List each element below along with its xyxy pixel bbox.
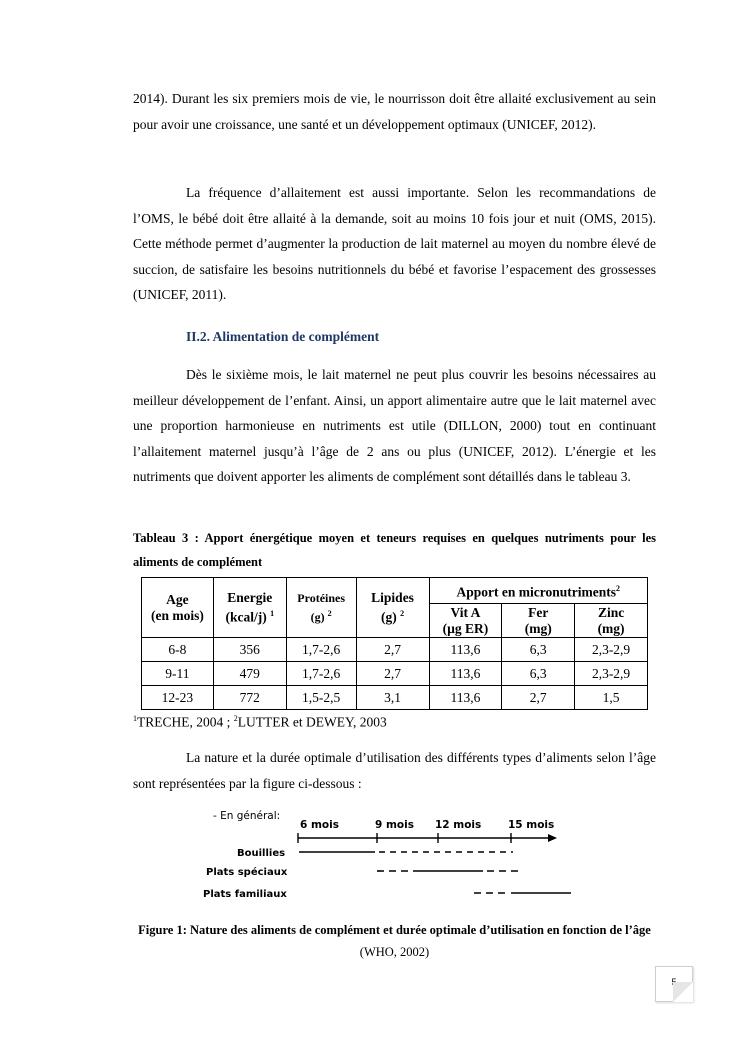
row-label-bouillies: Bouillies: [237, 848, 286, 859]
cell: 1,5-2,5: [286, 686, 356, 710]
cell: 9-11: [142, 662, 214, 686]
cell: 113,6: [429, 638, 502, 662]
cell: 2,3-2,9: [575, 662, 648, 686]
header-age: Age (en mois): [142, 578, 214, 638]
table-row: [142, 686, 648, 710]
paragraph-3: Dès le sixième mois, le lait maternel ne peut plus couvrir les besoins nécessaires au meilleur développement de l’enfant. Ainsi, un apport alimentaire autre que le lait maternel avec une proportion harmonieuse en nutriments est utile (DILLON, 2000) tout en continuant l’allaitement maternel jusqu’à l’âge de 2 ans ou plus (UNICEF, 2012). L’énergie et les nutriments que doivent apporter les aliments de complément sont détaillés dans le tableau 3.: [133, 367, 656, 485]
age-timeline-figure: [195, 802, 585, 902]
tick-label: 15 mois: [508, 819, 555, 831]
axis-arrow-icon: [548, 834, 557, 842]
figure-caption: Figure 1: Nature des aliments de complément et durée optimale d’utilisation en fonction de l’âge (WHO, 2002): [138, 923, 651, 959]
tick-label: 6 mois: [300, 819, 339, 831]
header-fer: Fer (mg): [502, 604, 575, 638]
cell: 2,7: [356, 638, 429, 662]
cell: 6,3: [502, 662, 575, 686]
cell: 479: [213, 662, 286, 686]
cell: 113,6: [429, 662, 502, 686]
cell: 2,7: [356, 662, 429, 686]
cell: 1,7-2,6: [286, 662, 356, 686]
header-vita: Vit A (µg ER): [429, 604, 502, 638]
table-row: [142, 662, 648, 686]
cell: 6-8: [142, 638, 214, 662]
table-caption: Tableau 3 : Apport énergétique moyen et teneurs requises en quelques nutriments pour les aliments de complément: [133, 531, 656, 569]
page-number: 5: [671, 977, 677, 987]
cell: 1,5: [575, 686, 648, 710]
page-curl-icon: [673, 982, 693, 1002]
tick-label: 9 mois: [375, 819, 414, 831]
cell: 12-23: [142, 686, 214, 710]
section-heading: II.2. Alimentation de complément: [186, 329, 380, 344]
cell: 6,3: [502, 638, 575, 662]
paragraph-4: La nature et la durée optimale d’utilisation des différents types d’aliments selon l’âge sont représentées par la figure ci-dessous :: [133, 750, 656, 791]
cell: 2,7: [502, 686, 575, 710]
header-proteines: Protéines (g) $^2$: [286, 578, 356, 638]
cell: 356: [213, 638, 286, 662]
general-label: - En général:: [213, 810, 281, 822]
row-label-plats-familiaux: Plats familiaux: [203, 889, 287, 900]
row-label-plats-speciaux: Plats spéciaux: [206, 867, 288, 878]
cell: 113,6: [429, 686, 502, 710]
cell: 772: [213, 686, 286, 710]
paragraph-2: La fréquence d’allaitement est aussi importante. Selon les recommandations de l’OMS, le bébé doit être allaité à la demande, soit au moins 10 fois jour et nuit (OMS, 2015). Cette méthode permet d’augmenter la production de lait maternel au moyen du nombre élevé de succion, de satisfaire les besoins nutritionnels du bébé et favorise l’espacement des grossesses (UNICEF, 2011).: [133, 185, 656, 303]
tick-label: 12 mois: [435, 819, 482, 831]
paragraph-1: 2014). Durant les six premiers mois de vie, le nourrisson doit être allaité exclusivement au sein pour avoir une croissance, une santé et un développement optimaux (UNICEF, 2012).: [133, 91, 656, 132]
cell: 1,7-2,6: [286, 638, 356, 662]
header-zinc: Zinc (mg): [575, 604, 648, 638]
table-row: [142, 638, 648, 662]
header-micronutrients: Apport en micronutriments$^2$: [429, 578, 648, 604]
header-energie: Energie (kcal/j) $^1$: [213, 578, 286, 638]
cell: 3,1: [356, 686, 429, 710]
nutrient-table: [141, 577, 648, 710]
header-lipides: Lipides (g) $^2$: [356, 578, 429, 638]
table-footnote: $^1$TRECHE, 2004 ; $^2$LUTTER et DEWEY, 2003: [133, 714, 387, 730]
page-number-box: [655, 966, 693, 1002]
cell: 2,3-2,9: [575, 638, 648, 662]
